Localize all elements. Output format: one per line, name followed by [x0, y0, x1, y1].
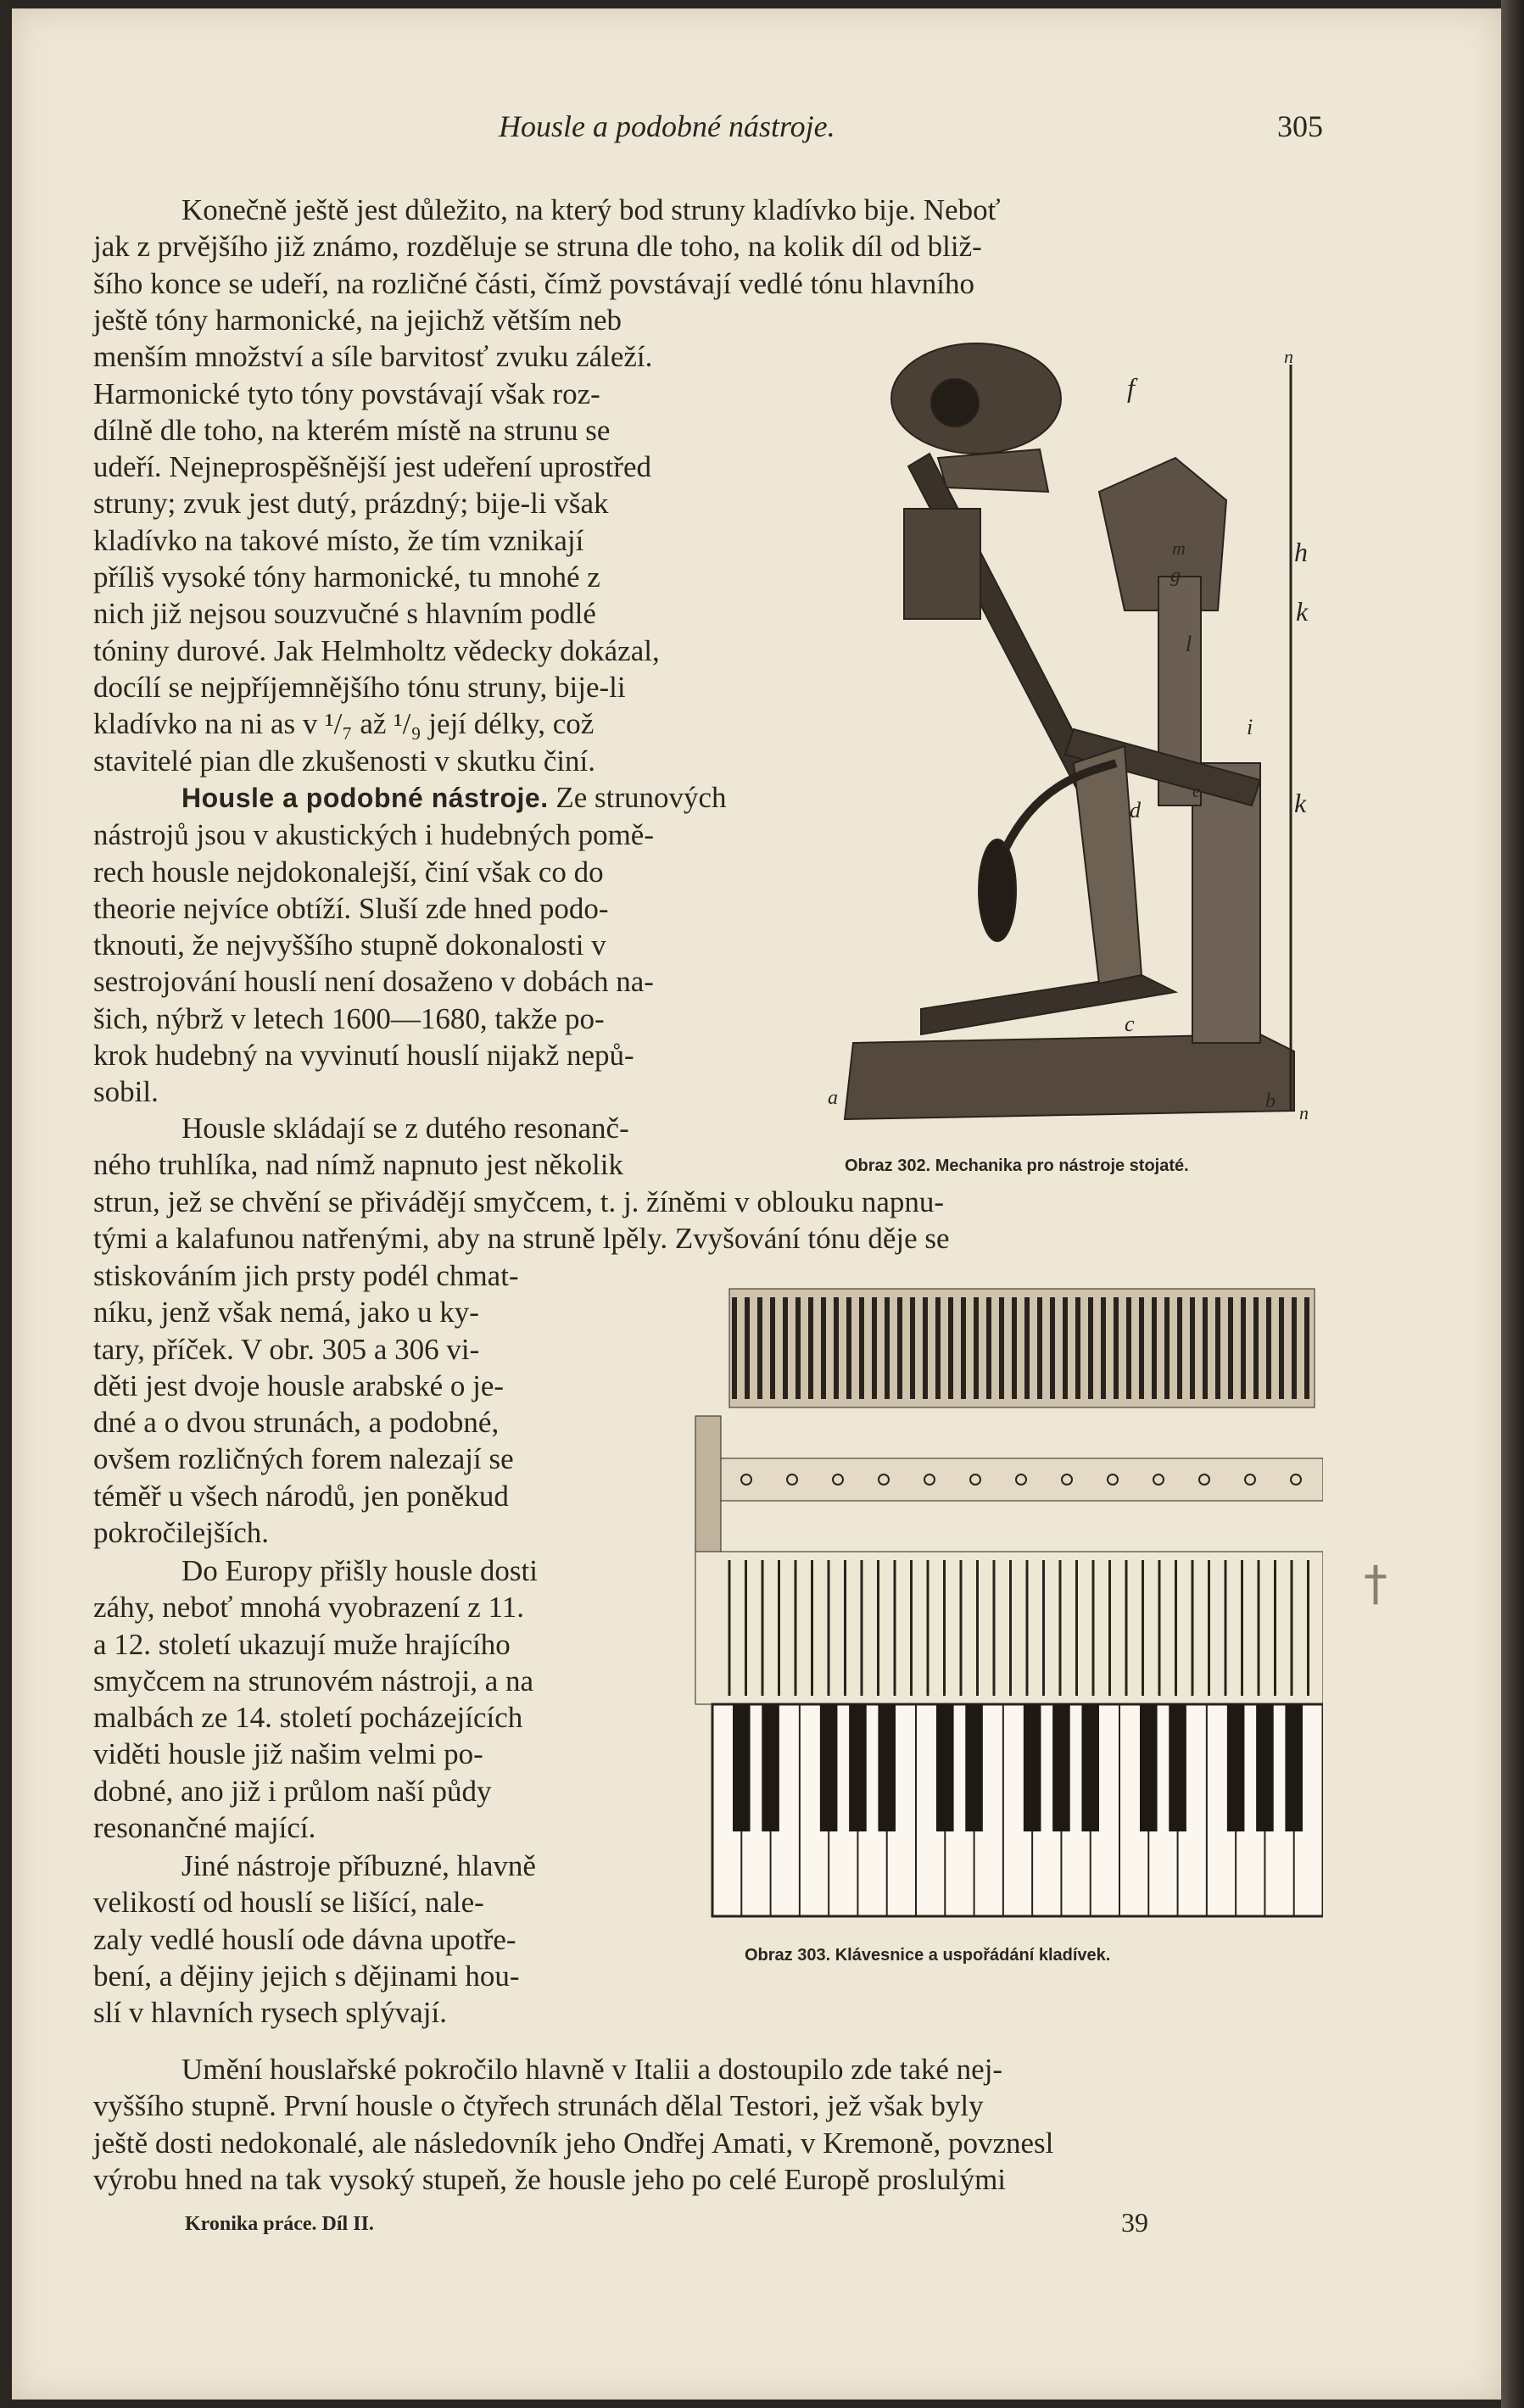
black-key: [849, 1704, 867, 1831]
text-line: jak z prvějšího již známo, rozděluje se struna dle toho, na kolik díl od bliž-: [93, 230, 982, 264]
label-h: h: [1294, 537, 1308, 567]
text-line: ještě tóny harmonické, na jejichž větším neb: [93, 304, 622, 337]
text-line: šího konce se udeří, na rozličné části, čímž povstávají vedlé tónu hlavního: [93, 266, 974, 300]
text-line: tknouti, že nejvyššího stupně dokonalosti v: [93, 928, 606, 962]
text-line: Umění houslařské pokročilo hlavně v Italii a dostoupilo zde také nej-: [181, 2053, 1003, 2086]
page-number: 305: [1277, 109, 1323, 143]
text-line: nástrojů jsou v akustických i hudebných pomě-: [93, 818, 654, 852]
text-line: smyčcem na strunovém nástroji, a na: [93, 1664, 534, 1697]
text-line: theorie nejvíce obtíží. Sluší zde hned podo-: [93, 891, 609, 925]
text-line: Konečně ještě jest důležito, na který bod struny kladívko bije. Neboť: [181, 193, 1001, 226]
label-a: a: [828, 1087, 838, 1109]
black-key: [1140, 1704, 1158, 1831]
text-line: dílně dle toho, na kterém místě na strunu se: [93, 413, 611, 447]
text-line: malbách ze 14. století pocházejících: [93, 1701, 523, 1735]
text-line: slí v hlavních rysech splývají.: [93, 1996, 448, 2030]
text-line: rech housle nejdokonalejší, činí však co do: [93, 855, 604, 889]
paragraph-3-narrow: [93, 1257, 670, 1551]
paragraph-2: [93, 779, 823, 1111]
section-heading: Housle a podobné nástroje.: [181, 783, 549, 813]
paragraph-5: [93, 1848, 670, 2031]
black-key: [1024, 1704, 1041, 1831]
figure-303-caption: Obraz 303. Klávesnice a uspořádání kladívek.: [745, 1946, 1111, 1965]
text-line: téměř u všech národů, jen poněkud: [93, 1479, 509, 1513]
black-key: [965, 1704, 983, 1831]
text-line: stiskováním jich prsty podél chmat-: [93, 1259, 519, 1292]
text-line: udeří. Nejneprospěšnější jest udeření uprostřed: [93, 450, 652, 484]
text-line: ovšem rozličných forem nalezají se: [93, 1442, 514, 1476]
label-k2: k: [1294, 788, 1307, 818]
text-line: tými a kalafunou natřenými, aby na struně lpěly. Zvyšování tónu děje se: [93, 1222, 950, 1256]
black-key: [820, 1704, 838, 1831]
text-line: krok hudebný na vyvinutí houslí nijakž nepů-: [93, 1039, 634, 1073]
page-edge: [1501, 0, 1524, 2408]
label-l: l: [1186, 632, 1192, 656]
text-line: Jiné nástroje příbuzné, hlavně: [181, 1849, 536, 1882]
black-key: [1227, 1704, 1245, 1831]
text-line: výrobu hned na tak vysoký stupeň, že housle jeho po celé Europě proslulými: [93, 2162, 1007, 2196]
label-c: c: [1125, 1012, 1135, 1036]
paragraph-1-full: [93, 192, 1325, 302]
paragraph-3-full: [93, 1184, 1325, 1257]
pen-mark-icon: †: [1364, 1557, 1387, 1612]
figure-303-keyboard: [678, 1280, 1323, 1925]
text-line: níku, jenž však nemá, jako u ky-: [93, 1296, 479, 1329]
text-line: sobil.: [93, 1075, 159, 1109]
label-e: e: [1192, 780, 1201, 801]
paragraph-4: [93, 1552, 670, 1846]
text-line: a 12. století ukazují muže hrajícího: [93, 1627, 511, 1661]
label-i: i: [1247, 715, 1253, 739]
text-line: Do Europy přišly housle dosti: [181, 1554, 538, 1587]
text-line: záhy, neboť mnohá vyobrazení z 11.: [93, 1591, 525, 1625]
text-line: [93, 779, 823, 817]
text-line: zaly vedlé houslí ode dávna upotře-: [93, 1922, 516, 1956]
text-line: tóniny durové. Jak Helmholtz vědecky dokázal,: [93, 633, 660, 667]
text-line: šich, nýbrž v letech 1600—1680, takže po-: [93, 1001, 605, 1035]
footer-signature: 39: [1121, 2207, 1148, 2238]
black-key: [936, 1704, 954, 1831]
paragraph-1-narrow: [93, 302, 823, 779]
black-key: [1256, 1704, 1274, 1831]
black-key: [1081, 1704, 1099, 1831]
text-line: nich již nejsou souzvučné s hlavním podlé: [93, 597, 596, 631]
text-line: děti jest dvoje housle arabské o je-: [93, 1368, 505, 1402]
black-key: [762, 1704, 779, 1831]
text-line: bení, a dějiny jejich s dějinami hou-: [93, 1959, 520, 1993]
text-line: sestrojování houslí není dosaženo v dobách na-: [93, 965, 654, 999]
text-line: resonančné mající.: [93, 1811, 316, 1845]
black-key: [1285, 1704, 1303, 1831]
label-g: g: [1170, 565, 1181, 587]
text-line: kladívko na ni as v ¹/₇ až ¹/₉ její délky, což: [93, 707, 595, 741]
label-f: f: [1127, 372, 1135, 403]
text-line: Housle skládají se z dutého resonanč-: [181, 1112, 629, 1145]
text-line: menším množství a síle barvitosť zvuku záleží.: [93, 340, 653, 374]
footer-publication: Kronika práce. Díl II.: [185, 2213, 374, 2235]
text-fragment: Ze strunových: [555, 781, 727, 814]
black-key: [1052, 1704, 1070, 1831]
text-line: stavitelé pian dle zkušenosti v skutku činí.: [93, 744, 595, 778]
black-key: [733, 1704, 751, 1831]
label-n-top: n: [1284, 346, 1293, 367]
running-title: Housle a podobné nástroje.: [499, 109, 835, 143]
label-b: b: [1265, 1090, 1276, 1112]
text-line: dobné, ano již i průlom naší půdy: [93, 1774, 492, 1808]
paragraph-3-start: [93, 1110, 823, 1184]
text-line: strun, jež se chvění se přivádějí smyčcem, t. j. žíněmi v oblouku napnu-: [93, 1185, 945, 1218]
text-line: kladívko na takové místo, že tím vznikají: [93, 523, 584, 557]
figure-302-piano-action: [819, 305, 1328, 1128]
text-line: docílí se nejpříjemnějšího tónu struny, bije-li: [93, 670, 626, 704]
black-key: [878, 1704, 896, 1831]
text-line: ného truhlíka, nad nímž napnuto jest několik: [93, 1148, 624, 1182]
label-d: d: [1130, 798, 1141, 822]
label-m: m: [1172, 538, 1186, 559]
text-line: tary, příček. V obr. 305 a 306 vi-: [93, 1332, 480, 1366]
text-line: struny; zvuk jest dutý, prázdný; bije-li však: [93, 487, 609, 521]
text-line: dné a o dvou strunách, a podobné,: [93, 1406, 500, 1440]
text-line: příliš vysoké tóny harmonické, tu mnohé z: [93, 560, 600, 594]
text-line: viděti housle již našim velmi po-: [93, 1737, 483, 1771]
text-line: ještě dosti nedokonalé, ale následovník jeho Ondřej Amati, v Kremoně, povznesl: [93, 2126, 1054, 2160]
text-line: velikostí od houslí se lišící, nale-: [93, 1886, 484, 1920]
black-key: [1169, 1704, 1186, 1831]
text-line: Harmonické tyto tóny povstávají však roz-: [93, 376, 600, 410]
paragraph-6: [93, 2051, 1325, 2198]
figure-302-caption: Obraz 302. Mechanika pro nástroje stojaté.: [845, 1157, 1189, 1175]
label-n-bottom: n: [1299, 1102, 1309, 1123]
label-k: k: [1296, 596, 1309, 627]
text-line: vyššího stupně. První housle o čtyřech strunách dělal Testori, jež však byly: [93, 2089, 984, 2123]
text-line: pokročilejších.: [93, 1516, 270, 1550]
